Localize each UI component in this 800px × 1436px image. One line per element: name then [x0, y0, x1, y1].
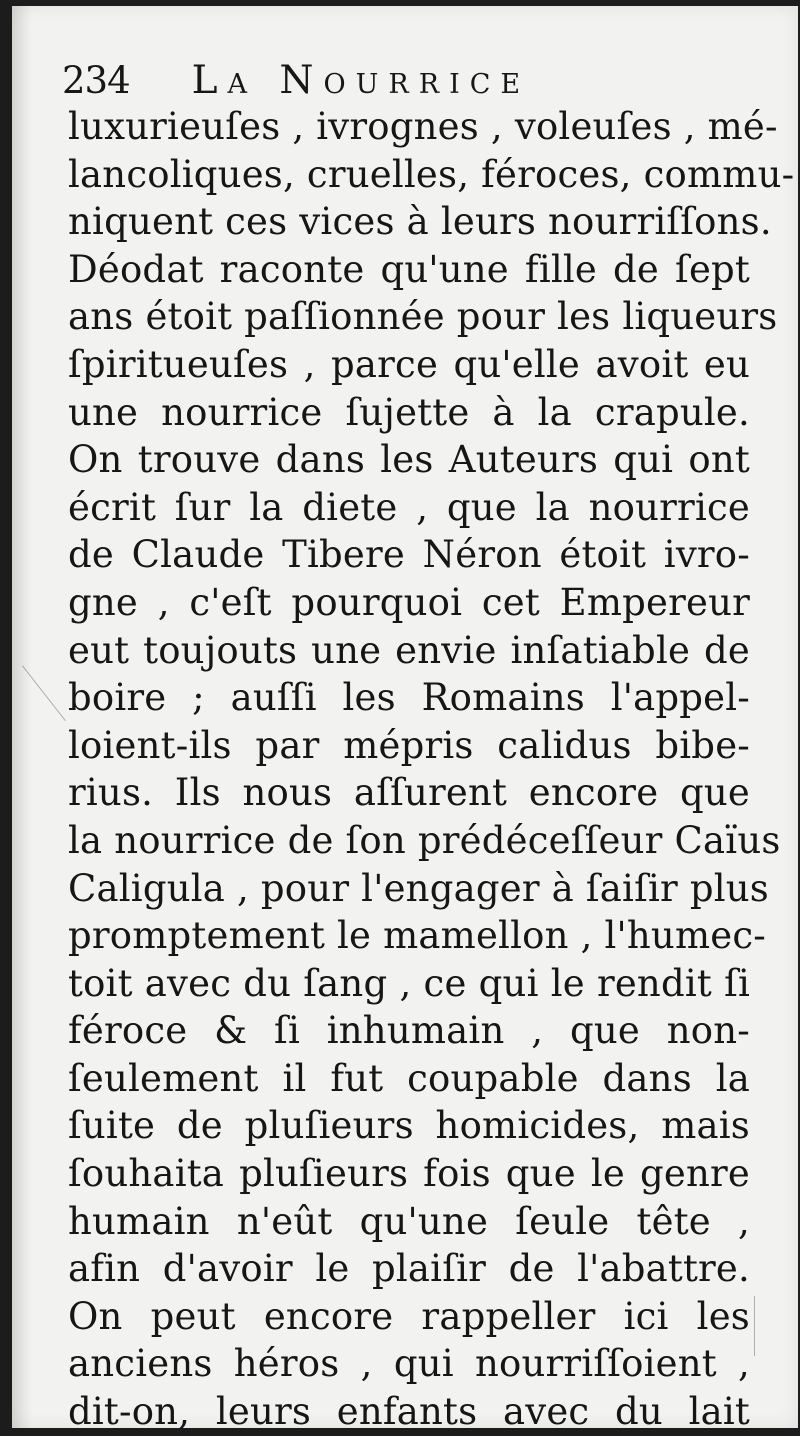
text-line: gne , c'eſt pourquoi cet Empereur: [68, 580, 750, 624]
text-line: ſpiritueuſes , parce qu'elle avoit eu: [68, 342, 750, 386]
text-line: afin d'avoir le plaiſir de l'abattre.: [68, 1247, 750, 1291]
text-line: toit avec du ſang , ce qui le rendit ſi: [68, 961, 750, 1005]
text-line: ans étoit paſſionnée pour les liqueurs: [68, 295, 778, 339]
text-line: une nourrice ſujette à la crapule.: [68, 390, 750, 434]
text-line: promptement le mamellon , l'humec-: [68, 914, 766, 958]
text-line: dit-on, leurs enfants avec du lait: [68, 1390, 750, 1434]
text-line: On trouve dans les Auteurs qui ont: [68, 438, 750, 482]
book-page: [12, 6, 798, 1434]
text-line: anciens héros , qui nourriſſoient ,: [68, 1342, 750, 1386]
text-line: Déodat raconte qu'une fille de ſept: [68, 247, 750, 291]
text-line: ſeulement il fut coupable dans la: [68, 1056, 750, 1100]
text-line: luxurieuſes , ivrognes , voleuſes , mé-: [68, 105, 778, 148]
text-line: ſouhaita pluſieurs fois que le genre: [68, 1152, 750, 1196]
body-text: [68, 103, 795, 1436]
text-line: niquent ces vices à leurs nourriſſons.: [68, 200, 772, 244]
text-line: Caligula , pour l'engager à ſaiſir plus: [68, 866, 769, 910]
text-line: écrit ſur la diete , que la nourrice: [68, 485, 750, 529]
text-line: la nourrice de ſon prédéceſſeur Caïus: [68, 818, 781, 862]
text-line: lancoliques, cruelles, féroces, commu-: [68, 152, 795, 196]
text-line: de Claude Tibere Néron étoit ivro-: [68, 533, 750, 577]
text-line: boire ; auſſi les Romains l'appel-: [68, 676, 750, 720]
text-line: On peut encore rappeller ici les: [68, 1294, 750, 1338]
text-line: [68, 722, 750, 770]
text-line: eut toujouts une envie inſatiable de: [68, 628, 750, 672]
page-header: [62, 58, 530, 108]
page-gutter-shadow: [12, 6, 32, 1428]
paper-scratch-mark: [754, 1296, 755, 1356]
text-line: rius. Ils nous aſſurent encore que: [68, 771, 750, 815]
running-head: La Nourrice: [191, 58, 531, 103]
text-line-roman: loient-ils par mépris calidus bibe-: [68, 723, 750, 767]
page-number: 234: [62, 59, 130, 102]
text-line: humain n'eût qu'une ſeule tête ,: [68, 1199, 750, 1243]
text-line: féroce & ſi inhumain , que non-: [68, 1009, 750, 1053]
text-line: ſuite de pluſieurs homicides, mais: [68, 1104, 750, 1148]
